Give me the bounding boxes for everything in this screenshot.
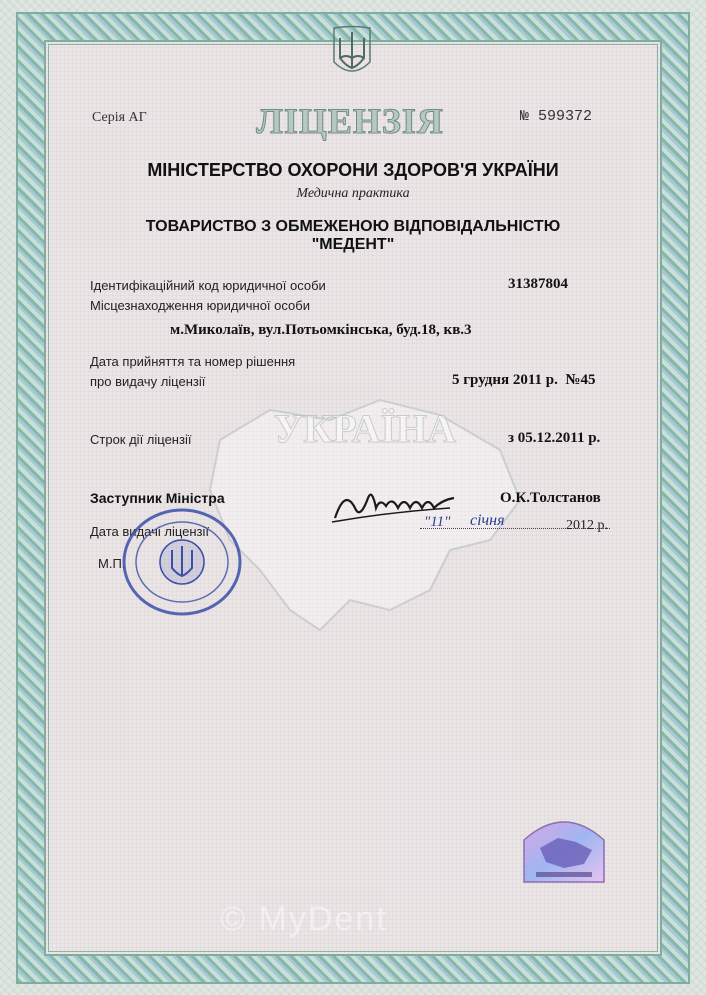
- official-stamp: [110, 502, 260, 622]
- issue-year: 2012 р.: [566, 518, 608, 533]
- license-number: № 599372: [520, 108, 593, 125]
- issue-day: "11": [424, 514, 451, 530]
- position-label: Заступник Міністра: [90, 490, 225, 506]
- practice-type: Медична практика: [296, 186, 410, 201]
- mp-label: М.П.: [98, 556, 126, 571]
- term-value: з 05.12.2011 р.: [508, 430, 601, 446]
- trident-emblem-icon: [330, 24, 374, 80]
- ministry-name: МІНІСТЕРСТВО ОХОРОНИ ЗДОРОВ'Я УКРАЇНИ: [147, 160, 559, 180]
- decision-label-2: про видачу ліцензії: [90, 374, 206, 389]
- watermark-text: УКРАЇНА: [273, 406, 457, 451]
- decision-label-1: Дата прийняття та номер рішення: [90, 354, 296, 369]
- issue-month: січня: [470, 512, 505, 529]
- location-label: Місцезнаходження юридичної особи: [90, 298, 310, 313]
- decision-value: 5 грудня 2011 р. №45: [452, 372, 596, 388]
- series-label: Серія АГ: [92, 110, 147, 125]
- document-title: ЛІЦЕНЗІЯ: [256, 101, 444, 141]
- id-code-value: 31387804: [508, 276, 568, 292]
- company-name-line2: "МЕДЕНТ": [311, 236, 395, 253]
- issue-date-label: Дата видачі ліцензії: [90, 524, 210, 539]
- hologram-sticker: [518, 808, 610, 888]
- official-name: О.К.Толстанов: [500, 490, 601, 506]
- bottom-watermark: © MyDent: [220, 900, 388, 938]
- company-name-line1: ТОВАРИСТВО З ОБМЕЖЕНОЮ ВІДПОВІДАЛЬНІСТЮ: [145, 218, 561, 235]
- location-value: м.Миколаїв, вул.Потьомкінська, буд.18, кв.3: [170, 322, 472, 338]
- term-label: Строк дії ліцензії: [90, 432, 192, 447]
- id-code-label: Ідентифікаційний код юридичної особи: [90, 278, 326, 293]
